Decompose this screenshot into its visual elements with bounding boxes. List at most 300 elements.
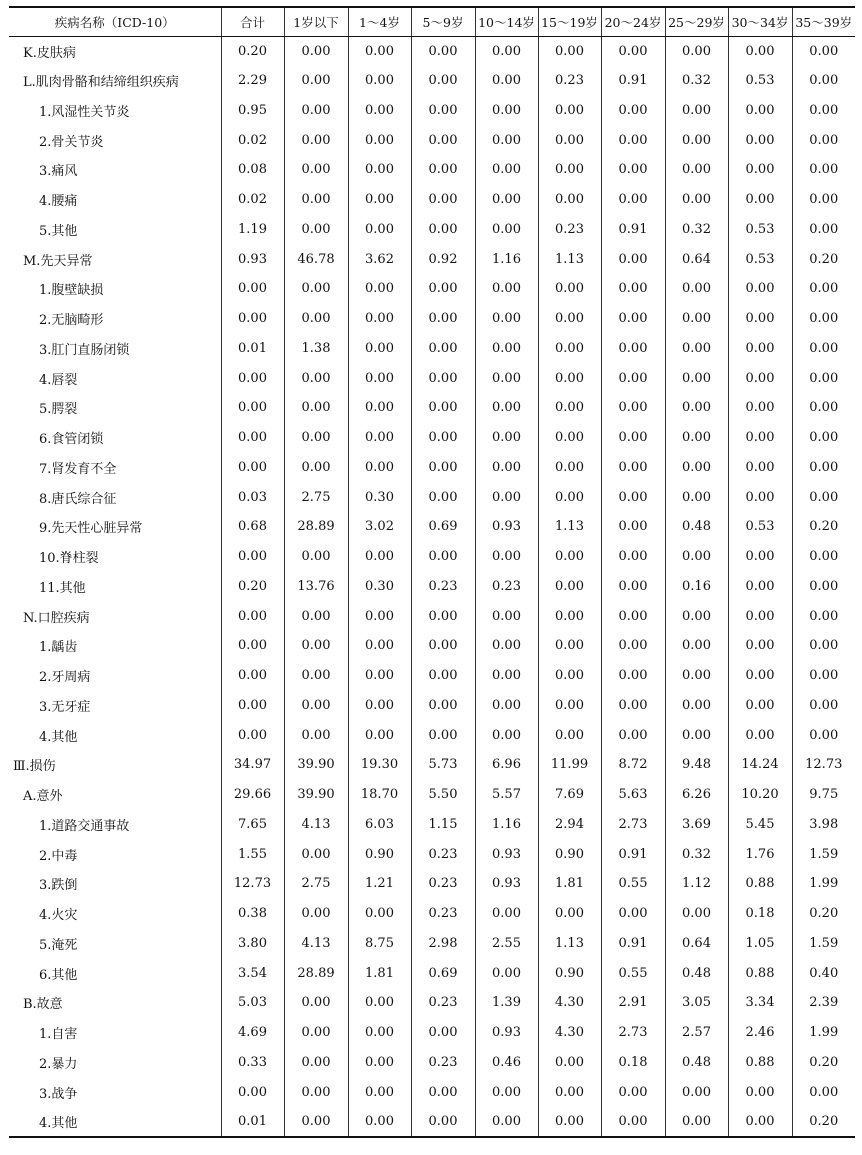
- value-cell-total: 0.38: [221, 899, 284, 929]
- value-cell-age-25-29: 0.16: [665, 572, 728, 602]
- value-cell-age-15-19: 0.00: [538, 36, 601, 66]
- value-cell-age-30-34: 0.00: [728, 453, 792, 483]
- value-cell-age-25-29: 0.64: [665, 244, 728, 274]
- table-row: [9, 1018, 855, 1048]
- value-cell-age-5-9: 0.00: [411, 631, 475, 661]
- value-cell-age-10-14: 0.00: [475, 125, 538, 155]
- disease-name-cell: 2.骨关节炎: [39, 134, 104, 150]
- value-cell-total: 7.65: [221, 810, 284, 840]
- value-cell-total: 0.00: [221, 304, 284, 334]
- value-cell-age-5-9: 0.00: [411, 720, 475, 750]
- value-cell-age-35-39: 0.00: [792, 572, 855, 602]
- value-cell-age-25-29: 0.00: [665, 155, 728, 185]
- table-row: [9, 1077, 855, 1107]
- value-cell-age-20-24: 0.00: [601, 96, 665, 126]
- value-cell-age-15-19: 0.00: [538, 274, 601, 304]
- value-cell-age-35-39: 0.00: [792, 96, 855, 126]
- value-cell-age-5-9: 0.00: [411, 542, 475, 572]
- value-cell-age-5-9: 0.00: [411, 601, 475, 631]
- value-cell-age-15-19: 0.00: [538, 720, 601, 750]
- value-cell-age-25-29: 0.00: [665, 334, 728, 364]
- value-cell-age-20-24: 0.91: [601, 839, 665, 869]
- value-cell-age-35-39: 3.98: [792, 810, 855, 840]
- value-cell-age-30-34: 0.00: [728, 631, 792, 661]
- value-cell-total: 0.00: [221, 631, 284, 661]
- disease-name-cell: 3.战争: [39, 1086, 78, 1102]
- value-cell-age-25-29: 0.32: [665, 839, 728, 869]
- disease-name-cell: 2.暴力: [39, 1056, 78, 1072]
- value-cell-age-10-14: 6.96: [475, 750, 538, 780]
- value-cell-age-25-29: 0.00: [665, 393, 728, 423]
- value-cell-age-1-4: 0.00: [348, 691, 411, 721]
- value-cell-age-5-9: 0.00: [411, 1107, 475, 1137]
- value-cell-age-1-4: 0.00: [348, 661, 411, 691]
- value-cell-age-5-9: 0.00: [411, 423, 475, 453]
- value-cell-age-under-1: 0.00: [284, 155, 348, 185]
- value-cell-age-1-4: 0.00: [348, 393, 411, 423]
- value-cell-age-15-19: 0.00: [538, 363, 601, 393]
- value-cell-age-30-34: 5.45: [728, 810, 792, 840]
- value-cell-age-35-39: 0.00: [792, 661, 855, 691]
- value-cell-age-under-1: 0.00: [284, 393, 348, 423]
- table-row: [9, 274, 855, 304]
- value-cell-age-1-4: 6.03: [348, 810, 411, 840]
- value-cell-age-20-24: 0.91: [601, 66, 665, 96]
- table-row: [9, 631, 855, 661]
- value-cell-age-35-39: 0.00: [792, 542, 855, 572]
- value-cell-age-1-4: 1.81: [348, 958, 411, 988]
- value-cell-age-under-1: 39.90: [284, 750, 348, 780]
- value-cell-age-30-34: 0.00: [728, 1077, 792, 1107]
- value-cell-age-20-24: 0.91: [601, 215, 665, 245]
- value-cell-age-35-39: 1.59: [792, 929, 855, 959]
- value-cell-age-25-29: 0.00: [665, 661, 728, 691]
- value-cell-age-20-24: 0.00: [601, 661, 665, 691]
- value-cell-total: 0.02: [221, 125, 284, 155]
- value-cell-age-15-19: 0.00: [538, 1048, 601, 1078]
- value-cell-age-35-39: 0.20: [792, 1107, 855, 1137]
- value-cell-total: 0.08: [221, 155, 284, 185]
- disease-name-cell: 5.腭裂: [39, 402, 78, 418]
- table-row: [9, 720, 855, 750]
- value-cell-age-10-14: 1.16: [475, 810, 538, 840]
- table-row: [9, 661, 855, 691]
- value-cell-age-1-4: 8.75: [348, 929, 411, 959]
- disease-name-cell: Ⅲ.损伤: [13, 759, 56, 775]
- value-cell-age-30-34: 2.46: [728, 1018, 792, 1048]
- value-cell-age-20-24: 2.91: [601, 988, 665, 1018]
- column-header-total: 合计: [221, 7, 284, 36]
- value-cell-age-under-1: 0.00: [284, 631, 348, 661]
- value-cell-age-under-1: 0.00: [284, 661, 348, 691]
- table-row: [9, 958, 855, 988]
- value-cell-age-15-19: 0.00: [538, 393, 601, 423]
- value-cell-age-15-19: 0.00: [538, 155, 601, 185]
- value-cell-age-20-24: 0.00: [601, 155, 665, 185]
- value-cell-age-under-1: 0.00: [284, 542, 348, 572]
- value-cell-total: 0.00: [221, 661, 284, 691]
- value-cell-age-20-24: 0.55: [601, 869, 665, 899]
- value-cell-age-15-19: 0.00: [538, 185, 601, 215]
- value-cell-age-20-24: 0.00: [601, 304, 665, 334]
- value-cell-age-10-14: 0.00: [475, 631, 538, 661]
- value-cell-age-1-4: 0.00: [348, 1107, 411, 1137]
- table-row: [9, 215, 855, 245]
- value-cell-age-25-29: 0.00: [665, 1077, 728, 1107]
- value-cell-age-under-1: 0.00: [284, 423, 348, 453]
- value-cell-age-under-1: 0.00: [284, 601, 348, 631]
- value-cell-age-1-4: 0.00: [348, 363, 411, 393]
- value-cell-total: 1.55: [221, 839, 284, 869]
- value-cell-age-35-39: 0.20: [792, 899, 855, 929]
- value-cell-age-under-1: 1.38: [284, 334, 348, 364]
- value-cell-age-20-24: 0.00: [601, 125, 665, 155]
- value-cell-age-25-29: 0.00: [665, 631, 728, 661]
- table-row: [9, 899, 855, 929]
- value-cell-age-30-34: 0.00: [728, 1107, 792, 1137]
- value-cell-age-35-39: 0.00: [792, 482, 855, 512]
- value-cell-age-25-29: 0.00: [665, 96, 728, 126]
- value-cell-age-1-4: 3.02: [348, 512, 411, 542]
- value-cell-age-1-4: 0.30: [348, 572, 411, 602]
- mortality-table: [9, 6, 855, 1138]
- table-row: [9, 96, 855, 126]
- value-cell-age-5-9: 0.69: [411, 512, 475, 542]
- value-cell-age-30-34: 0.00: [728, 304, 792, 334]
- value-cell-age-15-19: 0.00: [538, 691, 601, 721]
- value-cell-total: 0.01: [221, 334, 284, 364]
- value-cell-age-15-19: 0.23: [538, 215, 601, 245]
- value-cell-age-35-39: 0.00: [792, 36, 855, 66]
- value-cell-age-under-1: 46.78: [284, 244, 348, 274]
- value-cell-age-25-29: 3.69: [665, 810, 728, 840]
- column-header-age-10-14: 10～14岁: [475, 7, 538, 36]
- value-cell-age-20-24: 0.00: [601, 363, 665, 393]
- value-cell-total: 0.00: [221, 393, 284, 423]
- value-cell-age-1-4: 0.00: [348, 274, 411, 304]
- disease-name-cell: 4.唇裂: [39, 372, 78, 388]
- value-cell-age-under-1: 4.13: [284, 810, 348, 840]
- value-cell-age-1-4: 0.00: [348, 453, 411, 483]
- value-cell-age-under-1: 28.89: [284, 512, 348, 542]
- value-cell-age-15-19: 4.30: [538, 988, 601, 1018]
- value-cell-age-10-14: 0.93: [475, 869, 538, 899]
- column-header-age-35-39: 35～39岁: [792, 7, 855, 36]
- value-cell-age-15-19: 0.00: [538, 125, 601, 155]
- disease-name-cell: 1.龋齿: [39, 640, 78, 656]
- column-header-age-5-9: 5～9岁: [411, 7, 475, 36]
- value-cell-age-25-29: 0.00: [665, 36, 728, 66]
- value-cell-age-30-34: 0.00: [728, 691, 792, 721]
- value-cell-age-15-19: 0.00: [538, 334, 601, 364]
- value-cell-total: 0.68: [221, 512, 284, 542]
- value-cell-age-10-14: 0.00: [475, 363, 538, 393]
- value-cell-age-25-29: 0.00: [665, 601, 728, 631]
- value-cell-age-10-14: 0.93: [475, 839, 538, 869]
- value-cell-age-under-1: 0.00: [284, 304, 348, 334]
- value-cell-age-5-9: 0.00: [411, 482, 475, 512]
- table-row: [9, 572, 855, 602]
- value-cell-age-30-34: 0.00: [728, 274, 792, 304]
- value-cell-total: 29.66: [221, 780, 284, 810]
- value-cell-total: 3.54: [221, 958, 284, 988]
- value-cell-age-20-24: 5.63: [601, 780, 665, 810]
- value-cell-age-1-4: 19.30: [348, 750, 411, 780]
- table-row: [9, 334, 855, 364]
- table-row: [9, 453, 855, 483]
- value-cell-age-30-34: 0.00: [728, 393, 792, 423]
- disease-name-cell: 3.痛风: [39, 164, 78, 180]
- value-cell-age-35-39: 0.00: [792, 334, 855, 364]
- value-cell-age-25-29: 0.00: [665, 1107, 728, 1137]
- value-cell-age-1-4: 0.00: [348, 1018, 411, 1048]
- value-cell-age-5-9: 0.23: [411, 899, 475, 929]
- header-row: [9, 7, 855, 36]
- value-cell-age-10-14: 0.46: [475, 1048, 538, 1078]
- value-cell-age-15-19: 2.94: [538, 810, 601, 840]
- value-cell-age-10-14: 0.00: [475, 423, 538, 453]
- value-cell-total: 12.73: [221, 869, 284, 899]
- value-cell-age-5-9: 0.23: [411, 869, 475, 899]
- value-cell-age-15-19: 0.00: [538, 96, 601, 126]
- value-cell-age-5-9: 5.50: [411, 780, 475, 810]
- value-cell-age-35-39: 0.20: [792, 244, 855, 274]
- value-cell-age-1-4: 0.00: [348, 66, 411, 96]
- value-cell-age-35-39: 0.00: [792, 720, 855, 750]
- value-cell-age-1-4: 0.00: [348, 36, 411, 66]
- value-cell-age-5-9: 0.00: [411, 96, 475, 126]
- value-cell-age-20-24: 0.55: [601, 958, 665, 988]
- table-row: [9, 601, 855, 631]
- value-cell-age-10-14: 0.00: [475, 215, 538, 245]
- value-cell-age-35-39: 0.00: [792, 66, 855, 96]
- value-cell-age-20-24: 0.00: [601, 512, 665, 542]
- table-row: [9, 869, 855, 899]
- column-header-age-under-1: 1岁以下: [284, 7, 348, 36]
- disease-name-cell: 4.腰痛: [39, 194, 78, 210]
- value-cell-age-30-34: 14.24: [728, 750, 792, 780]
- value-cell-age-25-29: 3.05: [665, 988, 728, 1018]
- value-cell-age-1-4: 0.00: [348, 215, 411, 245]
- value-cell-age-15-19: 1.13: [538, 512, 601, 542]
- value-cell-age-10-14: 1.39: [475, 988, 538, 1018]
- value-cell-age-20-24: 0.00: [601, 1077, 665, 1107]
- table-row: [9, 1107, 855, 1137]
- disease-name-cell: 4.其他: [39, 729, 78, 745]
- value-cell-age-10-14: 0.00: [475, 1077, 538, 1107]
- value-cell-age-1-4: 18.70: [348, 780, 411, 810]
- value-cell-age-under-1: 0.00: [284, 1107, 348, 1137]
- disease-name-cell: 1.道路交通事故: [39, 818, 130, 834]
- value-cell-age-20-24: 0.00: [601, 601, 665, 631]
- value-cell-age-10-14: 0.00: [475, 453, 538, 483]
- value-cell-age-1-4: 0.00: [348, 988, 411, 1018]
- value-cell-age-5-9: 1.15: [411, 810, 475, 840]
- column-header-age-25-29: 25～29岁: [665, 7, 728, 36]
- value-cell-age-25-29: 0.32: [665, 66, 728, 96]
- value-cell-age-10-14: 0.93: [475, 1018, 538, 1048]
- value-cell-age-10-14: 1.16: [475, 244, 538, 274]
- value-cell-total: 0.00: [221, 423, 284, 453]
- value-cell-age-5-9: 5.73: [411, 750, 475, 780]
- value-cell-age-1-4: 3.62: [348, 244, 411, 274]
- column-header-age-20-24: 20～24岁: [601, 7, 665, 36]
- value-cell-age-25-29: 0.00: [665, 542, 728, 572]
- disease-name-cell: 3.跌倒: [39, 878, 78, 894]
- value-cell-age-under-1: 2.75: [284, 869, 348, 899]
- value-cell-age-under-1: 0.00: [284, 66, 348, 96]
- value-cell-age-20-24: 2.73: [601, 1018, 665, 1048]
- table-row: [9, 125, 855, 155]
- value-cell-age-1-4: 0.00: [348, 155, 411, 185]
- value-cell-total: 3.80: [221, 929, 284, 959]
- value-cell-age-under-1: 0.00: [284, 1018, 348, 1048]
- value-cell-age-10-14: 0.93: [475, 512, 538, 542]
- value-cell-age-20-24: 0.00: [601, 482, 665, 512]
- value-cell-total: 0.00: [221, 274, 284, 304]
- value-cell-age-1-4: 0.00: [348, 96, 411, 126]
- value-cell-age-under-1: 0.00: [284, 839, 348, 869]
- value-cell-age-under-1: 0.00: [284, 185, 348, 215]
- disease-name-cell: 7.肾发育不全: [39, 461, 117, 477]
- value-cell-age-35-39: 0.40: [792, 958, 855, 988]
- value-cell-age-5-9: 0.00: [411, 334, 475, 364]
- value-cell-age-30-34: 0.53: [728, 512, 792, 542]
- disease-name-cell: 3.肛门直肠闭锁: [39, 342, 130, 358]
- value-cell-total: 5.03: [221, 988, 284, 1018]
- value-cell-age-30-34: 0.00: [728, 661, 792, 691]
- value-cell-age-30-34: 0.00: [728, 96, 792, 126]
- value-cell-age-15-19: 1.13: [538, 929, 601, 959]
- disease-name-cell: K.皮肤病: [23, 45, 76, 61]
- value-cell-age-30-34: 1.76: [728, 839, 792, 869]
- value-cell-age-30-34: 0.53: [728, 66, 792, 96]
- value-cell-total: 2.29: [221, 66, 284, 96]
- table-row: [9, 750, 855, 780]
- value-cell-age-30-34: 0.53: [728, 244, 792, 274]
- value-cell-age-35-39: 0.00: [792, 363, 855, 393]
- value-cell-age-30-34: 0.00: [728, 572, 792, 602]
- value-cell-total: 0.33: [221, 1048, 284, 1078]
- value-cell-age-10-14: 0.00: [475, 542, 538, 572]
- value-cell-age-25-29: 0.00: [665, 691, 728, 721]
- value-cell-age-1-4: 0.00: [348, 125, 411, 155]
- table-row: [9, 780, 855, 810]
- value-cell-age-15-19: 0.00: [538, 482, 601, 512]
- value-cell-age-under-1: 0.00: [284, 720, 348, 750]
- value-cell-total: 0.00: [221, 691, 284, 721]
- value-cell-age-30-34: 1.05: [728, 929, 792, 959]
- value-cell-total: 34.97: [221, 750, 284, 780]
- value-cell-age-35-39: 9.75: [792, 780, 855, 810]
- value-cell-age-under-1: 0.00: [284, 96, 348, 126]
- value-cell-total: 0.95: [221, 96, 284, 126]
- value-cell-age-35-39: 0.20: [792, 512, 855, 542]
- value-cell-age-under-1: 0.00: [284, 363, 348, 393]
- value-cell-age-15-19: 0.00: [538, 1107, 601, 1137]
- value-cell-age-30-34: 0.00: [728, 185, 792, 215]
- value-cell-age-10-14: 0.00: [475, 899, 538, 929]
- value-cell-age-1-4: 0.00: [348, 1077, 411, 1107]
- value-cell-age-10-14: 0.00: [475, 334, 538, 364]
- value-cell-age-15-19: 0.00: [538, 631, 601, 661]
- value-cell-age-15-19: 0.90: [538, 839, 601, 869]
- disease-name-cell: 2.无脑畸形: [39, 313, 104, 329]
- value-cell-age-5-9: 0.00: [411, 66, 475, 96]
- value-cell-age-5-9: 0.00: [411, 125, 475, 155]
- table-row: [9, 929, 855, 959]
- value-cell-age-30-34: 0.00: [728, 36, 792, 66]
- value-cell-age-30-34: 0.88: [728, 1048, 792, 1078]
- value-cell-age-30-34: 0.00: [728, 334, 792, 364]
- value-cell-age-15-19: 4.30: [538, 1018, 601, 1048]
- value-cell-total: 0.00: [221, 720, 284, 750]
- value-cell-age-20-24: 0.00: [601, 691, 665, 721]
- column-header-age-1-4: 1～4岁: [348, 7, 411, 36]
- value-cell-age-35-39: 0.00: [792, 274, 855, 304]
- table-row: [9, 691, 855, 721]
- value-cell-age-10-14: 0.00: [475, 66, 538, 96]
- value-cell-age-10-14: 0.00: [475, 958, 538, 988]
- disease-name-cell: A.意外: [23, 789, 63, 805]
- value-cell-age-15-19: 0.00: [538, 1077, 601, 1107]
- value-cell-age-10-14: 0.00: [475, 304, 538, 334]
- value-cell-age-30-34: 0.18: [728, 899, 792, 929]
- disease-name-cell: 10.脊柱裂: [39, 551, 99, 567]
- value-cell-total: 0.01: [221, 1107, 284, 1137]
- value-cell-total: 0.02: [221, 185, 284, 215]
- value-cell-age-15-19: 0.23: [538, 66, 601, 96]
- value-cell-age-25-29: 0.00: [665, 423, 728, 453]
- table-row: [9, 185, 855, 215]
- value-cell-age-25-29: 1.12: [665, 869, 728, 899]
- table-row: [9, 1048, 855, 1078]
- value-cell-age-5-9: 0.00: [411, 453, 475, 483]
- value-cell-age-35-39: 0.00: [792, 423, 855, 453]
- value-cell-age-20-24: 0.00: [601, 244, 665, 274]
- table-row: [9, 244, 855, 274]
- value-cell-age-under-1: 13.76: [284, 572, 348, 602]
- value-cell-age-under-1: 0.00: [284, 691, 348, 721]
- value-cell-age-35-39: 1.59: [792, 839, 855, 869]
- value-cell-age-15-19: 0.90: [538, 958, 601, 988]
- disease-name-cell: 9.先天性心脏异常: [39, 521, 143, 537]
- value-cell-age-10-14: 0.23: [475, 572, 538, 602]
- value-cell-age-5-9: 0.00: [411, 691, 475, 721]
- table-row: [9, 393, 855, 423]
- value-cell-age-15-19: 11.99: [538, 750, 601, 780]
- value-cell-age-15-19: 0.00: [538, 542, 601, 572]
- value-cell-age-20-24: 0.00: [601, 572, 665, 602]
- table-row: [9, 423, 855, 453]
- value-cell-age-30-34: 0.53: [728, 215, 792, 245]
- column-header-disease: 疾病名称（ICD-10）: [9, 7, 221, 36]
- disease-name-cell: 2.中毒: [39, 848, 78, 864]
- value-cell-age-35-39: 0.00: [792, 155, 855, 185]
- value-cell-age-20-24: 0.18: [601, 1048, 665, 1078]
- value-cell-age-1-4: 0.00: [348, 720, 411, 750]
- value-cell-age-1-4: 0.00: [348, 1048, 411, 1078]
- table-row: [9, 839, 855, 869]
- value-cell-age-5-9: 0.69: [411, 958, 475, 988]
- value-cell-age-5-9: 0.00: [411, 393, 475, 423]
- table-row: [9, 155, 855, 185]
- value-cell-age-5-9: 0.00: [411, 274, 475, 304]
- value-cell-age-under-1: 4.13: [284, 929, 348, 959]
- value-cell-age-20-24: 0.91: [601, 929, 665, 959]
- value-cell-age-5-9: 0.00: [411, 363, 475, 393]
- value-cell-age-35-39: 0.20: [792, 1048, 855, 1078]
